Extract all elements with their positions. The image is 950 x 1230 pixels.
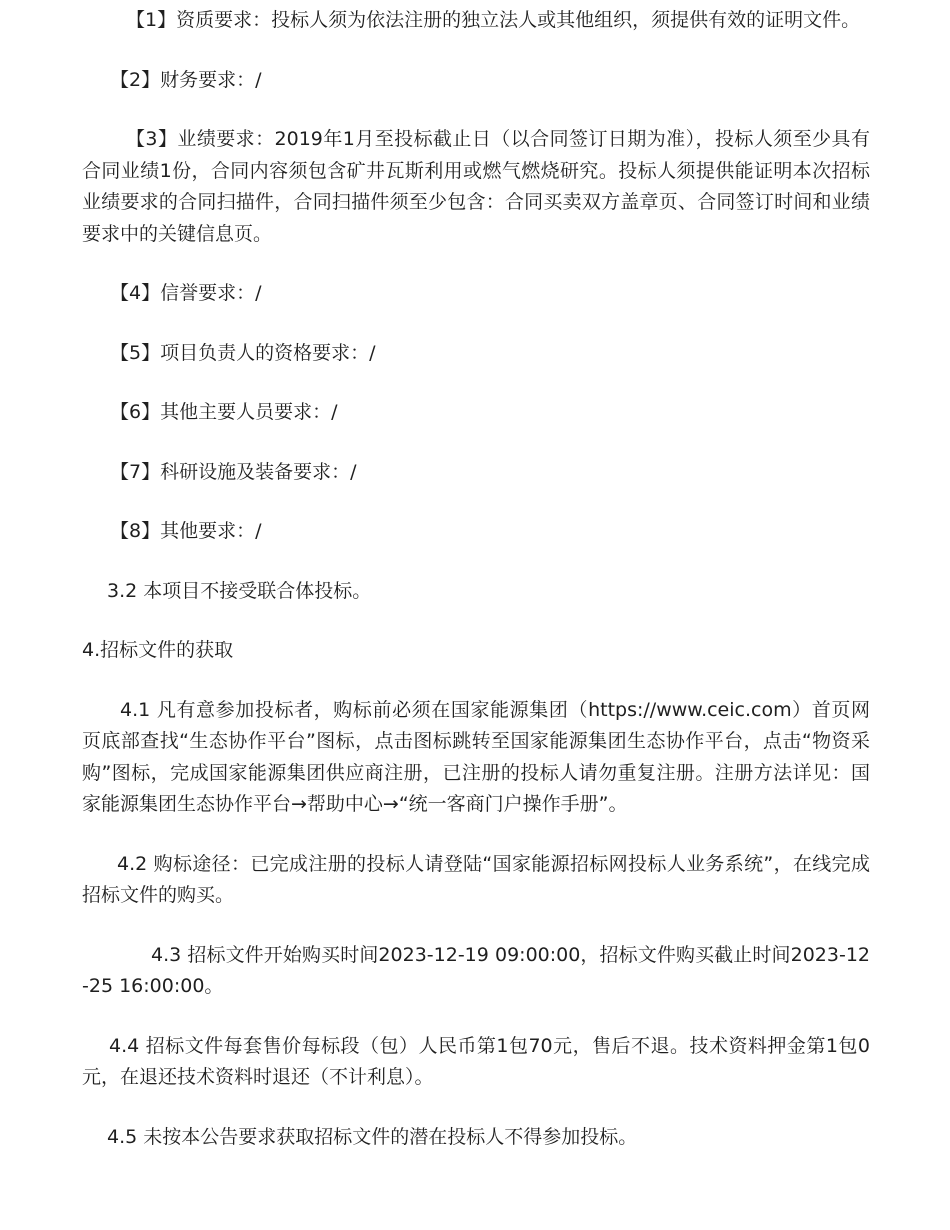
document-body (82, 5, 870, 1153)
other-requirement: 【8】其他要求：/ (110, 520, 262, 542)
financial-requirement: 【2】财务要求：/ (110, 68, 262, 91)
equipment-requirement: 【7】科研设施及装备要求：/ (110, 460, 357, 483)
document-price: 4.4 招标文件每套售价每标段（包）人民币第1包70元，售后不退。技术资料押金第1包0元，在退还技术资料时退还（不计利息）。 (82, 1034, 870, 1088)
performance-requirement: 【3】业绩要求：2019年1月至投标截止日（以合同签订日期为准），投标人须至少具有合同业绩1份，合同内容须包含矿井瓦斯利用或燃气燃烧研究。投标人须提供能证明本次招标业绩要求的合同扫描件，合同扫描件须至少包含：合同买卖双方盖章页、合同签订时间和业绩要求中的关键信息页。 (82, 128, 870, 245)
other-personnel-requirement: 【6】其他主要人员要求：/ (110, 401, 338, 423)
qualification-requirement: 【1】资质要求：投标人须为依法注册的独立法人或其他组织，须提供有效的证明文件。 (126, 9, 861, 31)
purchase-channel: 4.2 购标途径：已完成注册的投标人请登陆“国家能源招标网投标人业务系统”，在线完成招标文件的购买。 (82, 852, 870, 906)
registration-instructions: 4.1 凡有意参加投标者，购标前必须在国家能源集团（https://www.ceic.com）首页网页底部查找“生态协作平台”图标，点击图标跳转至国家能源集团生态协作平台，点击“物资采购”图标，完成国家能源集团供应商注册，已注册的投标人请勿重复注册。注册方法详见：国家能源集团生态协作平台→帮助中心→“统一客商门户操作手册”。 (82, 698, 870, 815)
project-leader-requirement: 【5】项目负责人的资格要求：/ (110, 341, 376, 364)
reputation-requirement: 【4】信誉要求：/ (110, 282, 262, 304)
purchase-period: 4.3 招标文件开始购买时间2023-12-19 09:00:00，招标文件购买截止时间2023-12-25 16:00:00。 (82, 943, 870, 997)
consortium-clause: 3.2 本项目不接受联合体投标。 (107, 579, 372, 602)
eligibility-note: 4.5 未按本公告要求获取招标文件的潜在投标人不得参加投标。 (107, 1125, 638, 1148)
section-heading-4: 4.招标文件的获取 (82, 639, 234, 661)
